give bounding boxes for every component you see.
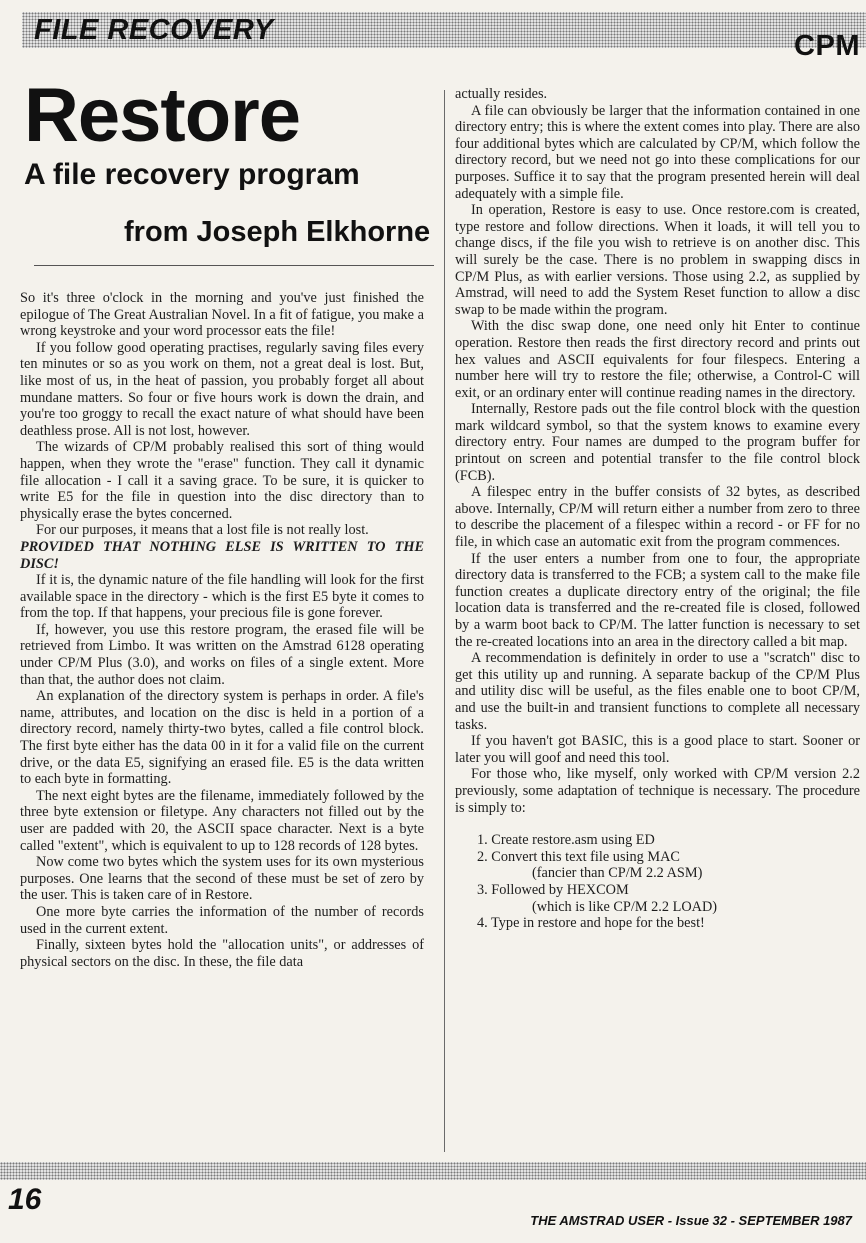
- paragraph: So it's three o'clock in the morning and you've just finished the epilogue of The Great Australian Novel. In a fit of fatigue, you make a wrong keystroke and your word processor eats the file!: [20, 290, 424, 340]
- step-text: 1. Create restore.asm using ED: [477, 832, 655, 849]
- paragraph: With the disc swap done, one need only hit Enter to continue operation. Restore then reads the first directory record and prints out hex values and ASCII equivalents for four filespecs. Entering a number here will try to restore the file; otherwise, a Control-C will exit, or an ordinary enter will continue reading names in the directory.: [455, 318, 860, 401]
- right-column: [455, 86, 860, 932]
- paragraph: A recommendation is definitely in order to use a "scratch" disc to get this utility up and running. A separate backup of the CP/M Plus and utility disc will be useful, as the files enable one to boot CP/M, and use the built-in and transient functions to complete all necessary tasks.: [455, 650, 860, 733]
- paragraph: A file can obviously be larger that the information contained in one directory entry; this is where the extent comes into play. There are also four additional bytes which are calculated by CP/M, which follow the directory record, but we need not go into these complications for our purposes. Suffice it to say that the program presented herein will deal adequately with a simple file.: [455, 102, 860, 202]
- paragraph: For our purposes, it means that a lost file is not really lost.: [36, 522, 369, 539]
- procedure-step: [455, 849, 860, 882]
- article-title: Restore: [24, 73, 300, 158]
- paragraph: If the user enters a number from one to four, the appropriate directory data is transferred to the FCB; a system call to the make file function creates a duplicate directory entry of the original; the file location data is transferred and the re-created file is closed, followed by a warm boot back to CP/M. The latter function is necessary to set the re-created locations into an area in the directory called a bit map.: [455, 550, 860, 650]
- article-subtitle: A file recovery program: [24, 158, 360, 191]
- section-tag: CPM: [794, 30, 860, 62]
- paragraph: An explanation of the directory system is perhaps in order. A file's name, attributes, and location on the disc is held in a portion of a directory record, namely thirty-two bytes, called a file control block. The first byte either has the data 00 in it for a valid file on the current drive, or the data E5, signifying an erased file. E5 is the data written to each byte in formatting.: [20, 688, 424, 788]
- paragraph: If you follow good operating practises, regularly saving files every ten minutes or so as you work on them, not a great deal is lost. But, like most of us, in the heat of passion, you probably forget all about mundane matters. So four or five hours work is down the drain, and you're too groggy to recall the exact nature of what should have been deathless prose. All is not lost, however.: [20, 339, 424, 439]
- step-text: 2. Convert this text file using MAC: [477, 848, 680, 865]
- column-divider: [444, 90, 445, 1152]
- step-note: (which is like CP/M 2.2 LOAD): [532, 898, 718, 915]
- publication-footer: THE AMSTRAD USER - Issue 32 - SEPTEMBER 1987: [530, 1213, 852, 1228]
- paragraph: Finally, sixteen bytes hold the "allocation units", or addresses of physical sectors on the disc. In these, the file data: [20, 937, 424, 970]
- paragraph: In operation, Restore is easy to use. Once restore.com is created, type restore and follow directions. When it loads, it will tell you to change discs, if the file you wish to retrieve is on another disc. This will surely be the case. There is no problem in swapping discs in CP/M Plus, as with earlier versions. Those using 2.2, as supplied by Amstrad, will need to add the System Reset function to allow a disc swap to be made within the program.: [455, 202, 860, 318]
- procedure-list: [455, 832, 860, 932]
- paragraph: actually resides.: [455, 86, 548, 102]
- paragraph: A filespec entry in the buffer consists of 32 bytes, as described above. Internally, CP/M will return either a number from zero to three to describe the placement of a filespec within a record - or FF for no file, in which case an automatic exit from the program commences.: [455, 484, 860, 551]
- procedure-step: [455, 915, 860, 932]
- paragraph: Internally, Restore pads out the file control block with the question mark wildcard symbol, so that the system knows to examine every directory entry. Four names are dumped to the program buffer for printout on screen and potential transfer to the file control block (FCB).: [455, 401, 860, 484]
- paragraph: If you haven't got BASIC, this is a good place to start. Sooner or later you will goof and need this tool.: [455, 733, 860, 766]
- paragraph: If, however, you use this restore program, the erased file will be retrieved from Limbo. It was written on the Amstrad 6128 operating under CP/M Plus (3.0), and works on files of a single extent. More than that, the author does not claim.: [20, 621, 424, 688]
- step-note: (fancier than CP/M 2.2 ASM): [532, 865, 703, 882]
- step-text: 4. Type in restore and hope for the best!: [477, 915, 705, 932]
- paragraph: The next eight bytes are the filename, immediately followed by the three byte extension or filetype. Any characters not filled out by the user are padded with 20, the ASCII space character. Next is a byte called "extent", which is equivalent to up to 128 records of 128 bytes.: [20, 787, 424, 854]
- paragraph: Now come two bytes which the system uses for its own mysterious purposes. One learns that the second of these must be set of zero by the user. This is taken care of in Restore.: [20, 854, 424, 904]
- warning-paragraph: PROVIDED THAT NOTHING ELSE IS WRITTEN TO THE DISC!: [20, 538, 424, 572]
- procedure-step: [455, 882, 860, 915]
- paragraph: The wizards of CP/M probably realised this sort of thing would happen, when they wrote the "erase" function. They call it dynamic file allocation - I call it a saving grace. To be sure, it is quicker to write E5 for the file in question into the disc directory than to physically erase the bytes concerned.: [20, 439, 424, 522]
- paragraph: If it is, the dynamic nature of the file handling will look for the first available space in the directory - which is the first E5 byte it comes to from the top. If that happens, your precious file is gone forever.: [20, 572, 424, 622]
- paragraph: One more byte carries the information of the number of records used in the current extent.: [20, 903, 424, 937]
- title-rule: [34, 265, 434, 266]
- section-label: FILE RECOVERY: [34, 14, 274, 46]
- paragraph: For those who, like myself, only worked with CP/M version 2.2 previously, some adaptation of technique is necessary. The procedure is simply to:: [455, 766, 860, 816]
- step-text: 3. Followed by HEXCOM: [477, 881, 629, 898]
- page-number: 16: [8, 1183, 42, 1216]
- procedure-step: [455, 832, 860, 849]
- left-column: [20, 290, 424, 970]
- article-byline: from Joseph Elkhorne: [124, 216, 431, 248]
- footer-band: [0, 1162, 866, 1180]
